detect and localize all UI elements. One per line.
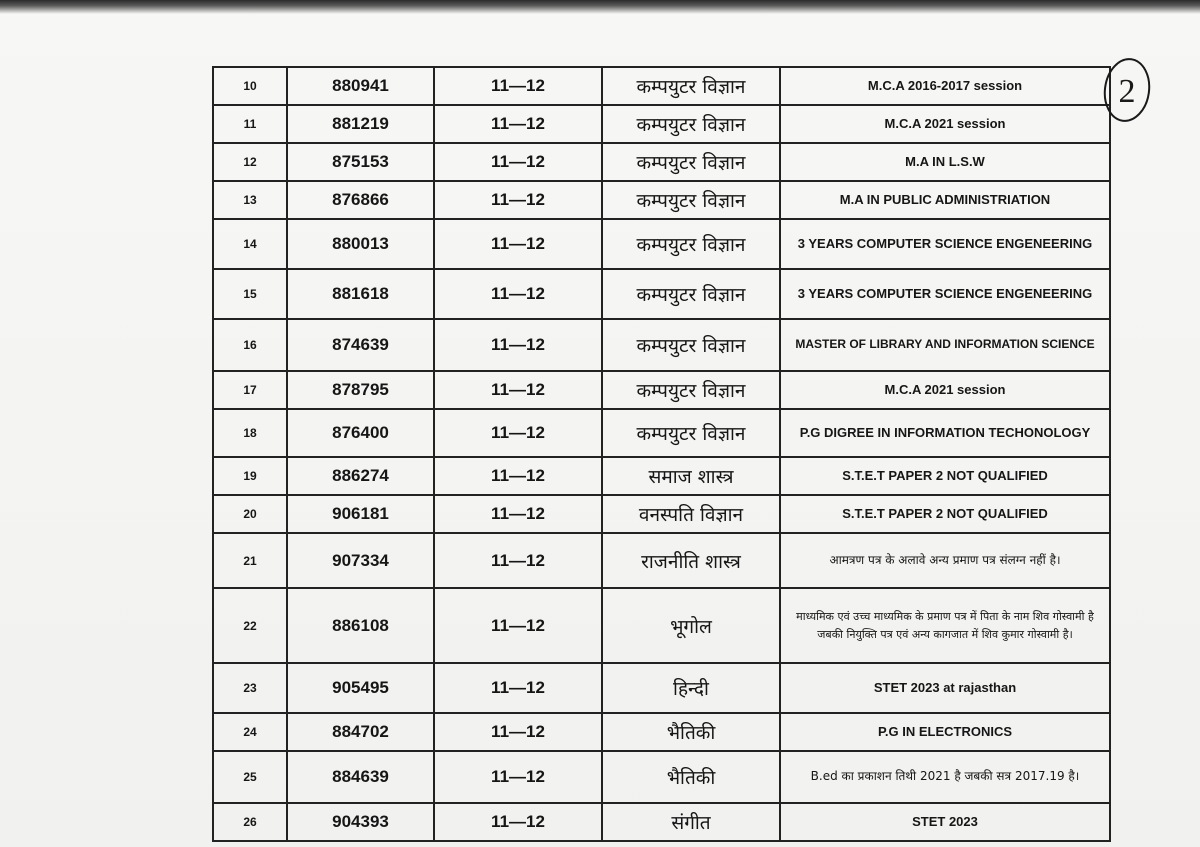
candidate-code: 906181 bbox=[287, 495, 434, 533]
table-row bbox=[213, 143, 1110, 181]
candidate-code: 904393 bbox=[287, 803, 434, 841]
class-range: 11—12 bbox=[434, 533, 602, 588]
serial-number: 19 bbox=[213, 457, 287, 495]
class-range: 11—12 bbox=[434, 143, 602, 181]
remark: M.C.A 2021 session bbox=[780, 105, 1110, 143]
serial-number: 13 bbox=[213, 181, 287, 219]
class-range: 11—12 bbox=[434, 219, 602, 269]
serial-number: 23 bbox=[213, 663, 287, 713]
class-range: 11—12 bbox=[434, 269, 602, 319]
class-range: 11—12 bbox=[434, 588, 602, 663]
subject: हिन्दी bbox=[602, 663, 780, 713]
remark: 3 YEARS COMPUTER SCIENCE ENGENEERING bbox=[780, 219, 1110, 269]
table-row bbox=[213, 663, 1110, 713]
serial-number: 20 bbox=[213, 495, 287, 533]
candidate-code: 880941 bbox=[287, 67, 434, 105]
candidate-code: 886108 bbox=[287, 588, 434, 663]
table-row bbox=[213, 713, 1110, 751]
table-row bbox=[213, 219, 1110, 269]
remark: S.T.E.T PAPER 2 NOT QUALIFIED bbox=[780, 495, 1110, 533]
serial-number: 15 bbox=[213, 269, 287, 319]
serial-number: 24 bbox=[213, 713, 287, 751]
remark: M.C.A 2021 session bbox=[780, 371, 1110, 409]
serial-number: 25 bbox=[213, 751, 287, 803]
candidate-code: 876400 bbox=[287, 409, 434, 457]
subject: कम्पयुटर विज्ञान bbox=[602, 269, 780, 319]
candidate-table bbox=[212, 66, 1111, 842]
subject: संगीत bbox=[602, 803, 780, 841]
table-row bbox=[213, 371, 1110, 409]
class-range: 11—12 bbox=[434, 803, 602, 841]
subject: कम्पयुटर विज्ञान bbox=[602, 219, 780, 269]
table-row bbox=[213, 533, 1110, 588]
class-range: 11—12 bbox=[434, 663, 602, 713]
table-row bbox=[213, 67, 1110, 105]
candidate-code: 878795 bbox=[287, 371, 434, 409]
candidate-code: 874639 bbox=[287, 319, 434, 371]
remark: M.C.A 2016-2017 session bbox=[780, 67, 1110, 105]
class-range: 11—12 bbox=[434, 105, 602, 143]
serial-number: 14 bbox=[213, 219, 287, 269]
table-row bbox=[213, 457, 1110, 495]
class-range: 11—12 bbox=[434, 495, 602, 533]
serial-number: 17 bbox=[213, 371, 287, 409]
subject: कम्पयुटर विज्ञान bbox=[602, 409, 780, 457]
subject: वनस्पति विज्ञान bbox=[602, 495, 780, 533]
candidate-code: 905495 bbox=[287, 663, 434, 713]
remark: M.A IN L.S.W bbox=[780, 143, 1110, 181]
remark: आमत्रण पत्र के अलावे अन्य प्रमाण पत्र संलग्न नहीं है। bbox=[780, 533, 1110, 588]
table-row bbox=[213, 319, 1110, 371]
subject: कम्पयुटर विज्ञान bbox=[602, 143, 780, 181]
remark: P.G IN ELECTRONICS bbox=[780, 713, 1110, 751]
table-row bbox=[213, 495, 1110, 533]
serial-number: 10 bbox=[213, 67, 287, 105]
subject: कम्पयुटर विज्ञान bbox=[602, 181, 780, 219]
candidate-code: 875153 bbox=[287, 143, 434, 181]
serial-number: 16 bbox=[213, 319, 287, 371]
class-range: 11—12 bbox=[434, 319, 602, 371]
serial-number: 26 bbox=[213, 803, 287, 841]
remark: STET 2023 bbox=[780, 803, 1110, 841]
subject: कम्पयुटर विज्ञान bbox=[602, 371, 780, 409]
table-row bbox=[213, 588, 1110, 663]
candidate-code: 880013 bbox=[287, 219, 434, 269]
serial-number: 11 bbox=[213, 105, 287, 143]
candidate-code: 884639 bbox=[287, 751, 434, 803]
candidate-code: 881219 bbox=[287, 105, 434, 143]
subject: भैतिकी bbox=[602, 751, 780, 803]
serial-number: 21 bbox=[213, 533, 287, 588]
table-row bbox=[213, 803, 1110, 841]
subject: भैतिकी bbox=[602, 713, 780, 751]
remark: 3 YEARS COMPUTER SCIENCE ENGENEERING bbox=[780, 269, 1110, 319]
candidate-code: 876866 bbox=[287, 181, 434, 219]
class-range: 11—12 bbox=[434, 457, 602, 495]
remark: B.ed का प्रकाशन तिथी 2021 है जबकी सत्र 2017.19 है। bbox=[780, 751, 1110, 803]
class-range: 11—12 bbox=[434, 371, 602, 409]
subject: समाज शास्त्र bbox=[602, 457, 780, 495]
remark: माध्यमिक एवं उच्च माध्यमिक के प्रमाण पत्र में पिता के नाम शिव गोस्वामी है जबकी नियुक्ति पत्र एवं अन्य कागजात में शिव कुमार गोस्वामी है। bbox=[780, 588, 1110, 663]
candidate-code: 907334 bbox=[287, 533, 434, 588]
page-number-text: 2 bbox=[1118, 73, 1136, 110]
subject: कम्पयुटर विज्ञान bbox=[602, 105, 780, 143]
candidate-code: 886274 bbox=[287, 457, 434, 495]
serial-number: 18 bbox=[213, 409, 287, 457]
candidate-code: 884702 bbox=[287, 713, 434, 751]
remark: MASTER OF LIBRARY AND INFORMATION SCIENCE bbox=[780, 319, 1110, 371]
remark: P.G DIGREE IN INFORMATION TECHONOLOGY bbox=[780, 409, 1110, 457]
class-range: 11—12 bbox=[434, 409, 602, 457]
subject: भूगोल bbox=[602, 588, 780, 663]
table-row bbox=[213, 751, 1110, 803]
remark: STET 2023 at rajasthan bbox=[780, 663, 1110, 713]
serial-number: 12 bbox=[213, 143, 287, 181]
remark: M.A IN PUBLIC ADMINISTRIATION bbox=[780, 181, 1110, 219]
table-row bbox=[213, 409, 1110, 457]
remark: S.T.E.T PAPER 2 NOT QUALIFIED bbox=[780, 457, 1110, 495]
subject: कम्पयुटर विज्ञान bbox=[602, 319, 780, 371]
handwritten-page-number bbox=[1094, 50, 1154, 130]
scan-edge-shadow bbox=[0, 0, 1200, 14]
subject: कम्पयुटर विज्ञान bbox=[602, 67, 780, 105]
class-range: 11—12 bbox=[434, 713, 602, 751]
table-row bbox=[213, 181, 1110, 219]
table-row bbox=[213, 269, 1110, 319]
subject: राजनीति शास्त्र bbox=[602, 533, 780, 588]
serial-number: 22 bbox=[213, 588, 287, 663]
class-range: 11—12 bbox=[434, 751, 602, 803]
class-range: 11—12 bbox=[434, 67, 602, 105]
class-range: 11—12 bbox=[434, 181, 602, 219]
candidate-code: 881618 bbox=[287, 269, 434, 319]
table-row bbox=[213, 105, 1110, 143]
